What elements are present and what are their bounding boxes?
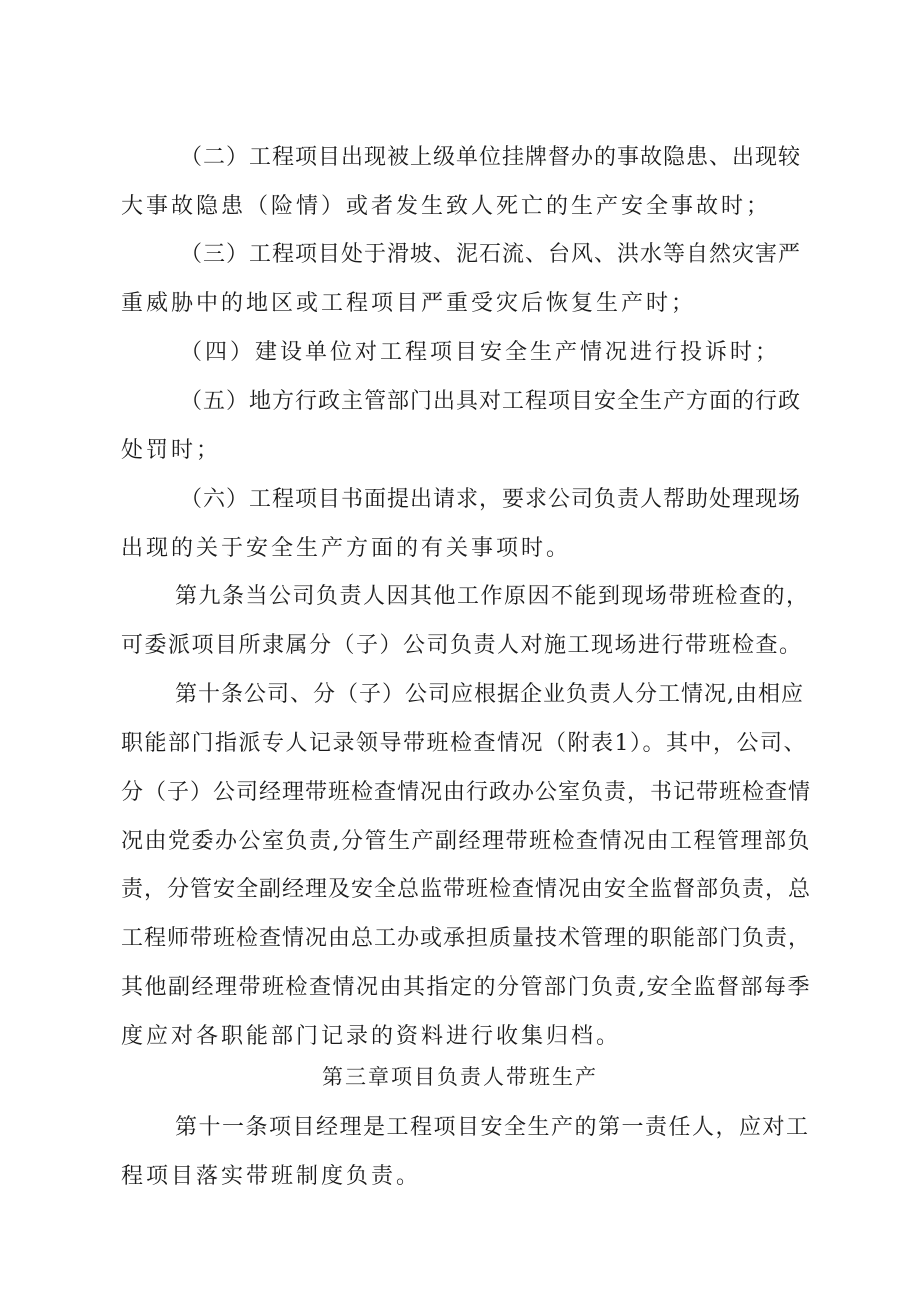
paragraph-line: 责，分管安全副经理及安全总监带班检查情况由安全监督部负责，总 <box>121 877 812 902</box>
paragraph-line: 况由党委办公室负责,分管生产副经理带班检查情况由工程管理部负 <box>121 829 811 854</box>
chapter-heading: 第三章项目负责人带班生产 <box>322 1065 598 1089</box>
paragraph-line: 大事故隐患（险情）或者发生致人死亡的生产安全事故时； <box>121 194 772 219</box>
paragraph-line: 可委派项目所隶属分（子）公司负责人对施工现场进行带班检查。 <box>121 633 803 658</box>
paragraph-line: 分（子）公司经理带班检查情况由行政办公室负责，书记带班检查情 <box>121 780 812 805</box>
paragraph-line: （四）建设单位对工程项目安全生产情况进行投诉时； <box>180 340 781 365</box>
paragraph-line: 第十一条项目经理是工程项目安全生产的第一责任人，应对工 <box>175 1115 810 1140</box>
paragraph-line: 重威胁中的地区或工程项目严重受灾后恢复生产时； <box>121 291 697 316</box>
paragraph-line: 其他副经理带班检查情况由其指定的分管部门负责,安全监督部每季 <box>121 975 811 1000</box>
paragraph-line: （六）工程项目书面提出请求，要求公司负责人帮助处理现场 <box>180 487 802 512</box>
paragraph-line: 第十条公司、分（子）公司应根据企业负责人分工情况,由相应 <box>175 682 804 707</box>
paragraph-line: 出现的关于安全生产方面的有关事项时。 <box>121 536 572 561</box>
paragraph-line: （五）地方行政主管部门出具对工程项目安全生产方面的行政 <box>180 389 802 414</box>
paragraph-line: 职能部门指派专人记录领导带班检查情况（附表1）。其中，公司、 <box>121 731 807 756</box>
paragraph-line: 第九条当公司负责人因其他工作原因不能到现场带班检查的， <box>175 584 810 609</box>
paragraph-line: 度应对各职能部门记录的资料进行收集归档。 <box>121 1024 622 1049</box>
paragraph-line: （三）工程项目处于滑坡、泥石流、台风、洪水等自然灾害严 <box>180 242 802 267</box>
paragraph-line: 工程师带班检查情况由总工办或承担质量技术管理的职能部门负责， <box>121 926 812 951</box>
paragraph-line: 程项目落实带班制度负责。 <box>121 1164 422 1189</box>
paragraph-line: （二）工程项目出现被上级单位挂牌督办的事故隐患、出现较 <box>180 145 802 170</box>
paragraph-line: 处罚时； <box>121 438 222 463</box>
